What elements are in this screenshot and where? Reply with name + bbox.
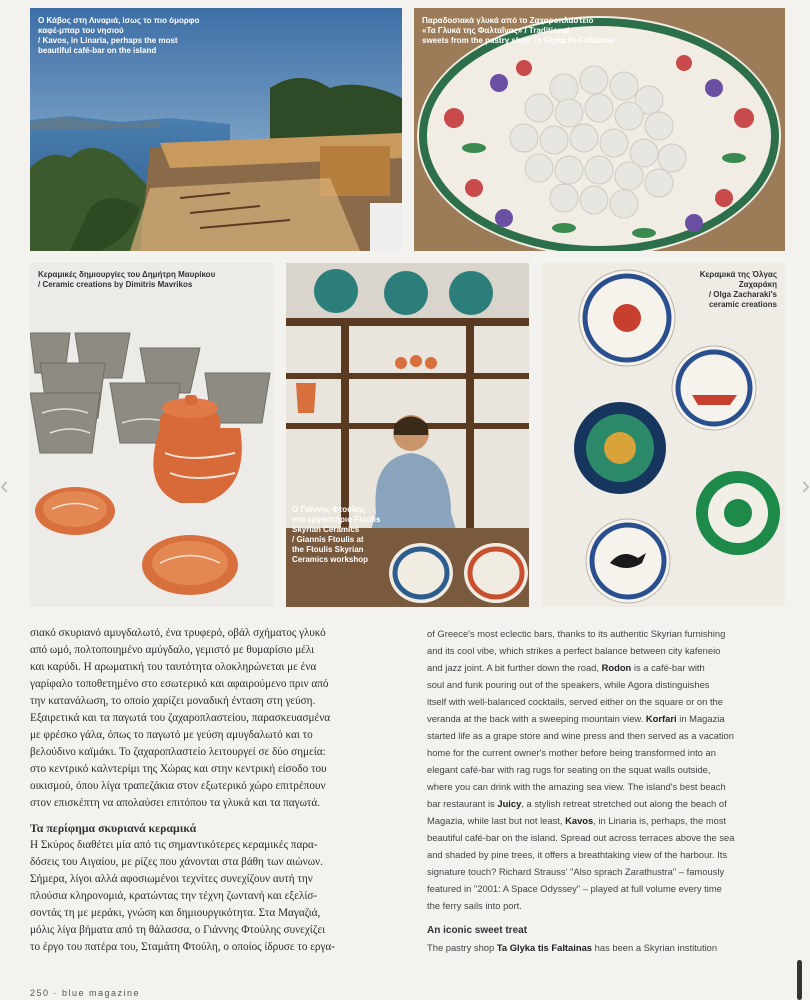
caption-pastry: Παραδοσιακά γλυκά από το Ζαχαροπλαστείο «Τα Γλυκά της Φαλταΐνας» / Traditional sweets from the pastry shop Ta Glyka tis Faltainas: [422, 16, 614, 45]
caption-kavos: Ο Κάβος στη Λιναριά, ίσως το πιο όμορφο καφέ-μπαρ του νησιού / Kavos, in Linaria, perhaps the most beautiful café-bar on the island: [38, 16, 200, 55]
venue-juicy: Juicy: [497, 798, 522, 809]
photo-olga-ceramic-plates: [542, 263, 785, 607]
photo-ftoulis-workshop: [286, 263, 529, 607]
venue-kavos: Kavos: [565, 815, 594, 826]
caption-olga: Κεραμικά της Όλγας Ζαχαράκη / Olga Zacharaki's ceramic creations: [699, 270, 777, 309]
photo-pastry-sweets-plate: [414, 8, 785, 251]
caption-ftoulis: Ο Γιάννης Φτούλης στο εργαστήριο Ftoulis Skyrian Ceramics / Giannis Ftoulis at the Ftoulis Skyrian Ceramics workshop: [292, 505, 381, 564]
english-section-heading: An iconic sweet treat: [427, 925, 528, 936]
page-footer: 250 · blue magazine: [30, 988, 141, 998]
greek-section-heading: Τα περίφημα σκυριανά κεραμικά: [30, 821, 197, 835]
photo-mavrikos-ceramics: [30, 263, 273, 607]
english-text-column: of Greece's most eclectic bars, thanks to its authentic Skyrian furnishing and its cool vibe, which strikes a perfect balance between city kafeneio and jazz joint. A bit further down the road, Rodon is a café-bar with soul and funk pouring out of the speakers, while Agora distinguishes itself with well-balanced cocktails, served either on the square or on the veranda at the back with a sweeping mountain view. Korfari in Magazia started life as a grape store and wine press and then served as a vacation home for the current owner's mother before being transformed into an elegant café-bar with rag rugs for seating on the squat walls outside, where you can drink with the amazing sea view. The island's best beach bar restaurant is Juicy, a stylish retreat stretched out along the beach of Magazia, while last but not least, Kavos, in Linaria is, perhaps, the most beautiful café-bar on the island. Spread out across terraces above the sea and shaded by pine trees, it offers a breathtaking view of the harbour. Its signature touch? Richard Strauss' "Also sprach Zarathustra" – famously featured in "2001: A Space Odyssey" – played at full volume every time the ferry sails into port. An iconic sweet treat The pastry shop Ta Glyka tis Faltainas has been a Skyrian institution: [427, 625, 787, 956]
scrollbar[interactable]: [797, 960, 802, 1000]
photo-kavos-cafe-bar: [30, 8, 402, 251]
venue-ta-glyka: Ta Glyka tis Faltainas: [496, 942, 593, 953]
venue-korfari: Korfari: [645, 713, 677, 724]
greek-text-column: σιακό σκυριανό αμυγδαλωτό, ένα τρυφερό, οβάλ σχήματος γλυκό από ωμό, πολτοποιημένο αμύγδαλο, γεμιστό με θυμαρίσιο μέλι και καρύδι. Η αρωματική του ταυτότητα ολοκληρώνεται με ένα γαρίφαλο τοποθετημένο στο εσωτερικό και αφαιρούμενο πριν από την κατανάλωση, το οποίο χαρίζει μοναδική ένταση στη γεύση. Εξαιρετικά και τα παγωτά του ζαχαροπλαστείου, παρασκευασμένα με φρέσκο γάλα, όπως το παγωτό με γεύση αμυγδαλωτό και το βελούδινο καϊμάκι. Το ζαχαροπλαστείο λειτουργεί σε δύο σημεία: στο κεντρικό καλντερίμι της Χώρας και στην κεντρική είσοδο του οικισμού, όπου λίγα τραπεζάκια στον εξωτερικό χώρο επιτρέπουν στον επισκέπτη να απολαύσει επιτόπου τα γλυκά και τα παγωτά. Τα περίφημα σκυριανά κεραμικά Η Σκύρος διαθέτει μία από τις σημαντικότερες κεραμικές παρα- δόσεις του Αιγαίου, με ρίζες που χάνονται στα βάθη των αιώνων. Σήμερα, λίγοι αλλά αφοσιωμένοι τεχνίτες συνεχίζουν αυτή την πλούσια κληρονομιά, κρατώντας την τέχνη ζωντανή και εξελίσ- σοντάς τη με μεράκι, γνώση και δημιουργικότητα. Στα Μαγαζιά, μόλις λίγα βήματα από τη θάλασσα, ο Γιάννης Φτούλης συνεχίζει το έργο του πατέρα του, Σταμάτη Φτούλη, ο οποίος ίδρυσε το εργα-: [30, 625, 400, 956]
prev-page-arrow-icon[interactable]: ‹: [0, 470, 9, 500]
next-page-arrow-icon[interactable]: ›: [801, 470, 810, 500]
venue-rodon: Rodon: [601, 662, 632, 673]
caption-mavrikos: Κεραμικές δημιουργίες του Δημήτρη Μαυρίκου / Ceramic creations by Dimitris Mavrikos: [38, 270, 216, 289]
